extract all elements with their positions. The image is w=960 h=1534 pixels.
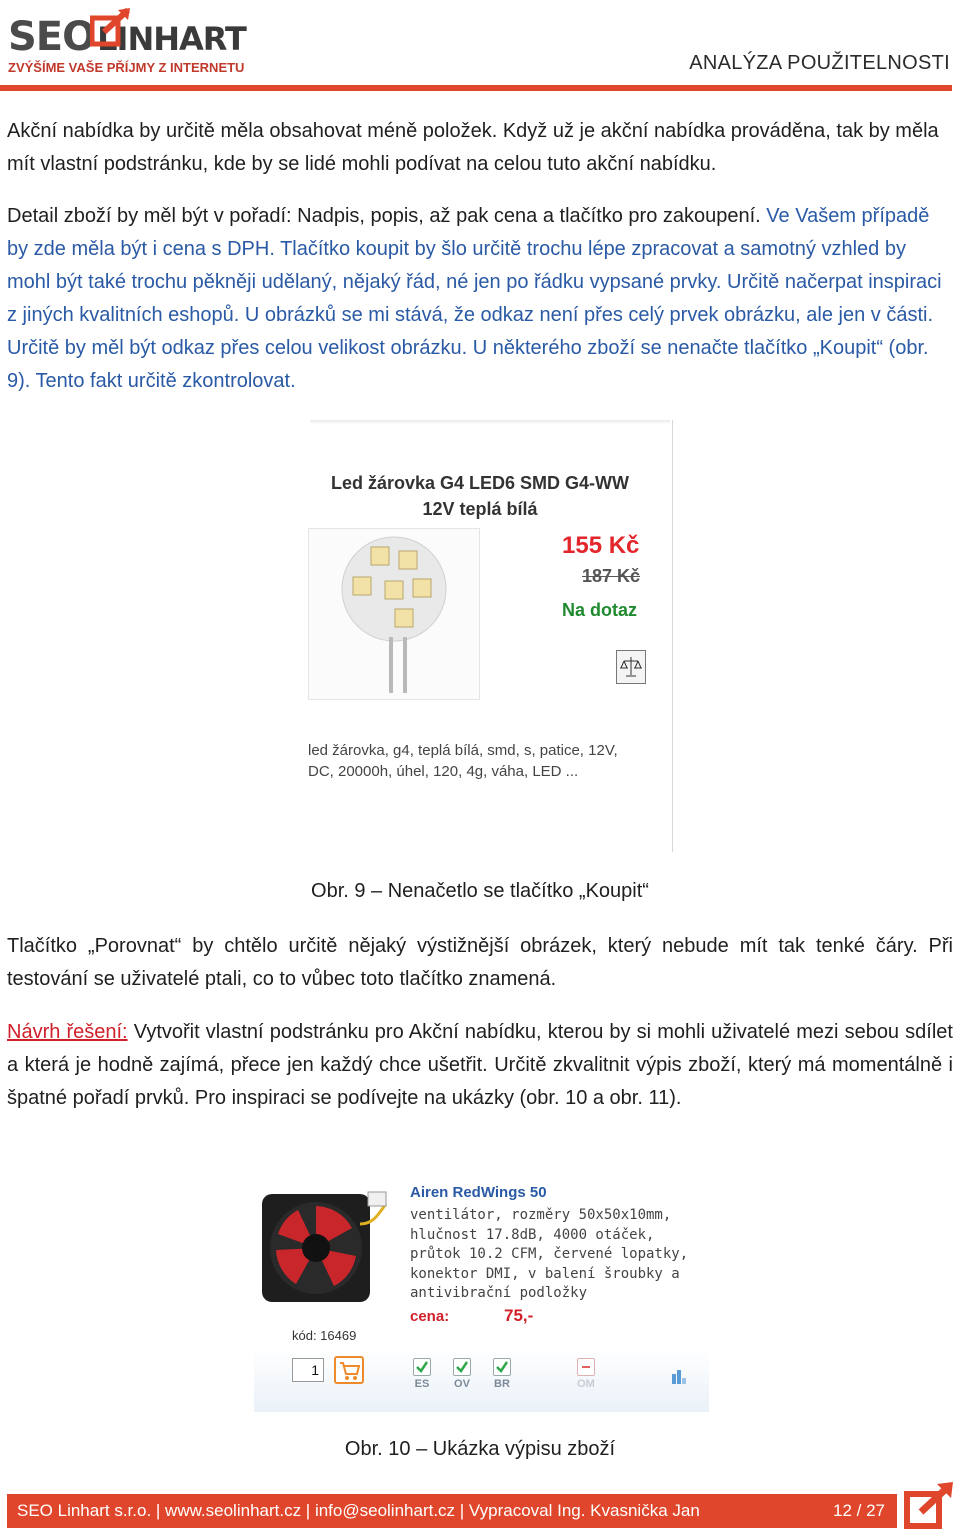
minus-icon xyxy=(578,1359,594,1375)
add-to-cart-button[interactable] xyxy=(334,1356,364,1384)
cart-icon xyxy=(336,1358,362,1382)
listing-product-name[interactable]: Airen RedWings 50 xyxy=(410,1184,547,1201)
logo-arrow-icon xyxy=(90,8,134,48)
solution-text: Vytvořit vlastní podstránku pro Akční nabídku, kterou by si mohli uživatelé mezi sebou sdílet a která je hodně zajímá, přece jen každý chce ušetřit. Určitě zkvalitnit výpis zboží, který má momentálně i špatné pořadí prvků. Pro inspiraci se podívejte na ukázky (obr. 10 a obr. 11). xyxy=(7,1021,953,1109)
document-title: ANALÝZA POUŽITELNOSTI xyxy=(689,52,950,74)
figure-10-caption: Obr. 10 – Ukázka výpisu zboží xyxy=(344,1438,616,1460)
product-tags: led žárovka, g4, teplá bílá, smd, s, patice, 12V, DC, 20000h, úhel, 120, 4g, váha, LED ... xyxy=(308,742,618,780)
footer-contact: SEO Linhart s.r.o. | www.seolinhart.cz | info@seolinhart.cz | Vypracoval Ing. Kvasnička Jan xyxy=(17,1501,700,1520)
solution-label: Návrh řešení: xyxy=(7,1021,128,1043)
product-availability: Na dotaz xyxy=(562,600,638,620)
logo-linhart-text: LINHART xyxy=(97,20,246,58)
figure-10-product-listing xyxy=(254,1180,709,1412)
listing-price: 75,- xyxy=(504,1306,534,1325)
listing-price-label: cena: xyxy=(410,1308,450,1325)
bar-chart-icon[interactable] xyxy=(670,1366,688,1384)
product-price: 155 Kč xyxy=(562,532,640,559)
paragraph-product-detail-sentence-1: Detail zboží by měl být v pořadí: Nadpis, popis, až pak cena a tlačítko pro zakoupení. xyxy=(7,205,761,227)
figure-9-caption: Obr. 9 – Nenačetlo se tlačítko „Koupit“ xyxy=(311,880,649,902)
led-bulb-image xyxy=(309,529,479,699)
paragraph-solution xyxy=(7,1016,953,1115)
fan-image xyxy=(256,1184,396,1334)
page-number: 12 / 27 xyxy=(833,1501,885,1520)
flag-ov[interactable]: OV xyxy=(450,1358,474,1390)
compare-button[interactable] xyxy=(616,650,646,684)
product-old-price: 187 Kč xyxy=(582,566,641,586)
flag-br[interactable]: BR xyxy=(490,1358,514,1390)
scale-compare-icon xyxy=(617,651,645,683)
paragraph-compare-button: Tlačítko „Porovnat“ by chtělo určitě nějaký výstižnější obrázek, který nebude mít tak tenké čáry. Při testování se uživatelé ptali, co to vůbec toto tlačítko znamená. xyxy=(7,935,953,990)
flag-es[interactable]: ES xyxy=(410,1358,434,1390)
footer-bar xyxy=(7,1494,897,1528)
logo-tagline: ZVÝŠÍME VAŠE PŘÍJMY Z INTERNETU xyxy=(8,60,245,75)
paragraph-product-detail-vat-note: Ve Vašem případě by zde měla být i cena s DPH. xyxy=(7,205,930,260)
flag-om[interactable]: OM xyxy=(574,1358,598,1390)
company-logo xyxy=(8,8,283,78)
check-icon xyxy=(494,1359,510,1375)
listing-product-code: kód: 16469 xyxy=(292,1328,357,1343)
quantity-input[interactable]: 1 xyxy=(292,1358,324,1382)
paragraph-product-detail-buy-button-note: Tlačítko koupit by šlo určitě trochu lépe zpracovat a samotný vzhled by mohl být také trochu pěkněji udělaný, nějaký řád, né jen po řádku vypsané prvky. xyxy=(7,238,906,293)
paragraph-product-detail-inspiration-note: Určitě načerpat inspiraci z jiných kvalitních eshopů. xyxy=(7,271,942,326)
logo-seo-text: SEO xyxy=(8,14,96,60)
paragraph-product-detail xyxy=(7,200,953,398)
check-icon xyxy=(454,1359,470,1375)
product-image[interactable] xyxy=(308,528,480,700)
fan-product-image[interactable] xyxy=(256,1184,396,1334)
paragraph-action-offer: Akční nabídka by určitě měla obsahovat méně položek. Když už je akční nabídka prováděna, tak by měla mít vlastní podstránku, kde by se lidé mohli podívat na celou tuto akční nabídku. xyxy=(7,120,939,175)
header-divider xyxy=(0,85,952,91)
product-title: Led žárovka G4 LED6 SMD G4-WW 12V teplá bílá xyxy=(330,473,630,519)
listing-product-description: ventilátor, rozměry 50x50x10mm, hlučnost 17.8dB, 4000 otáček, průtok 10.2 CFM, červené lopatky, konektor DMI, v balení šroubky a antivibrační podložky xyxy=(410,1207,689,1301)
figure-9-product-detail xyxy=(300,420,673,852)
check-icon xyxy=(414,1359,430,1375)
footer-logo-icon xyxy=(903,1480,955,1530)
paragraph-product-detail-image-link-note: U obrázků se mi stává, že odkaz není přes celý prvek obrázku, ale jen v části. Určitě by měl být odkaz přes celou velikost obrázku. U některého zboží se nenačte tlačítko „Koupit“ (obr. 9). Tento fakt určitě zkontrolovat. xyxy=(7,304,933,392)
